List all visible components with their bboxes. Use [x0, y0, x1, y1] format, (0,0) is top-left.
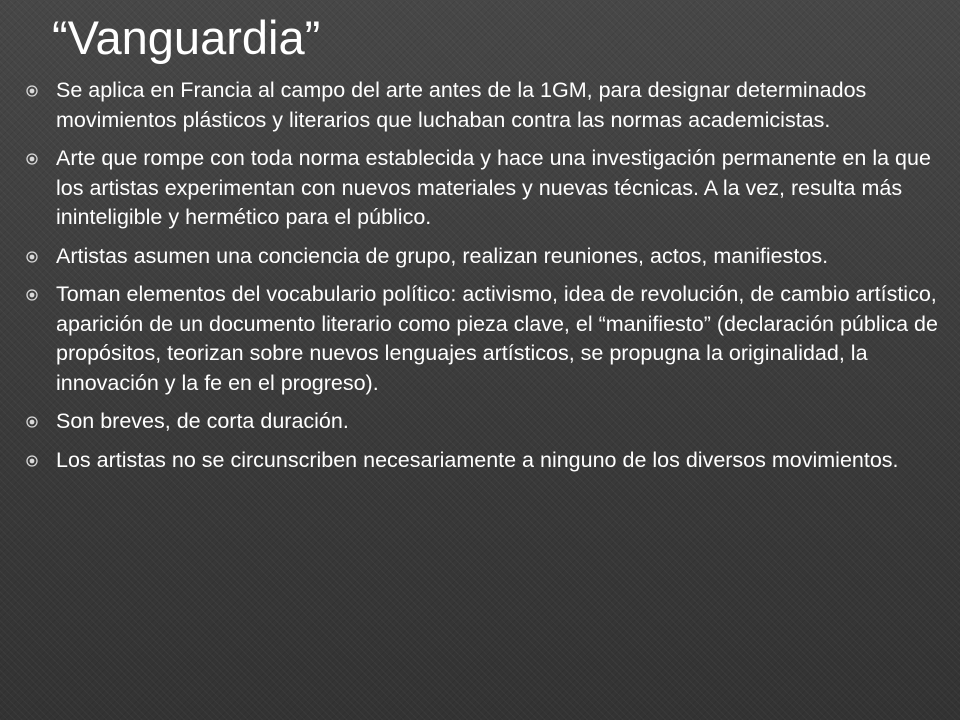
circled-dot-bullet-icon: [26, 416, 38, 428]
circled-dot-bullet-icon: [26, 289, 38, 301]
bullet-text: Toman elementos del vocabulario político: activismo, idea de revolución, de cambio artístico, aparición de un documento literario como pieza clave, el “manifiesto” (declaración pública de propósitos, teorizan sobre nuevos lenguajes artísticos, se propugna la originalidad, la innovación y la fe en el progreso).: [56, 282, 938, 395]
bullet-item: [26, 242, 946, 272]
bullet-item: [26, 144, 946, 233]
bullet-item: [26, 407, 946, 437]
bullet-item: [26, 280, 946, 398]
bullet-list: [26, 76, 946, 484]
bullet-text: Son breves, de corta duración.: [56, 409, 349, 433]
circled-dot-bullet-icon: [26, 455, 38, 467]
bullet-item: [26, 446, 946, 476]
circled-dot-bullet-icon: [26, 251, 38, 263]
circled-dot-bullet-icon: [26, 153, 38, 165]
circled-dot-bullet-icon: [26, 85, 38, 97]
bullet-text: Arte que rompe con toda norma establecida y hace una investigación permanente en la que los artistas experimentan con nuevos materiales y nuevas técnicas. A la vez, resulta más ininteligible y hermético para el público.: [56, 146, 931, 229]
bullet-text: Se aplica en Francia al campo del arte antes de la 1GM, para designar determinados movimientos plásticos y literarios que luchaban contra las normas academicistas.: [56, 78, 867, 132]
bullet-text: Los artistas no se circunscriben necesariamente a ninguno de los diversos movimientos.: [56, 447, 899, 472]
slide-title: “Vanguardia”: [52, 11, 321, 64]
bullet-item: [26, 76, 946, 135]
bullet-text: Artistas asumen una conciencia de grupo, realizan reuniones, actos, manifiestos.: [56, 243, 829, 268]
